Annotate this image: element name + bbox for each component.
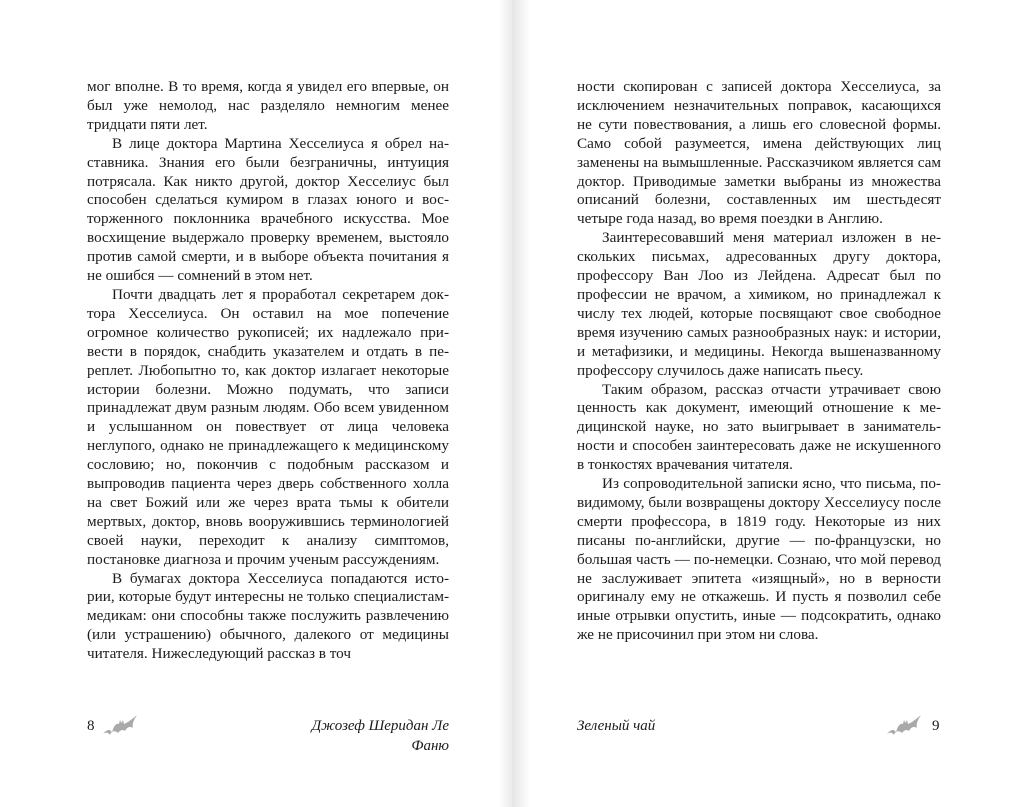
bat-icon <box>102 714 138 736</box>
right-page <box>512 0 1025 807</box>
left-paragraph-3: Почти двадцать лет я проработал секретарем доктора Хесселиуса. Он оставил на мое попечение огромное количество рукописей; их надлежало привести в порядок, снабдить указателем и отдать в переплет. Любопытно то, как доктор излагает некоторые истории болезни. Можно подумать, что записи принадлежат двум разным людям. Обо всем увиденном и услышанном он повествует от лица человека неглупого, однако не принадлежащего к медицинскому сословию; но, покончив с подобным рассказом и выпроводив пациента через дверь собственного холла на свет Божий или же через врата тьмы к обители мертвых, доктор, вновь вооружившись терминологией своей науки, переходит к анализу симптомов, постановке диагноза и прочим ученым рассуждениям. <box>87 285 449 568</box>
left-page <box>0 0 512 807</box>
left-paragraph-4: В бумагах доктора Хесселиуса попадаются истории, которые будут интересны не только специалистам-медикам: они способны также послужить развлечению (или устрашению) обычного, далекого от медицины читателя. Нижеследующий рассказ в точ <box>87 569 449 663</box>
gutter-shadow-left <box>498 0 512 807</box>
right-paragraph-2: Заинтересовавший меня материал изложен в нескольких письмах, адресованных другу доктора, профессору Ван Лоо из Лейдена. Адресат был по профессии не врачом, а химиком, но принадлежал к числу тех людей, которые посвящают свое свободное время изучению самых разнообразных наук: и истории, и метафизики, и медицины. Некогда вышеназванному профессору случилось даже написать пьесу. <box>577 229 941 379</box>
running-head-left: Джозеф Шеридан Ле Фаню <box>311 718 449 754</box>
right-page-text <box>577 78 941 645</box>
right-paragraph-3: Таким образом, рассказ отчасти утрачивает свою ценность как документ, имеющий отношение к медицинской науке, но зато выигрывает в занимательности и способен заинтересовать даже не искушенного в тонкостях врачевания читателя. <box>577 380 941 474</box>
right-paragraph-1: ности скопирован с записей доктора Хесселиуса, за исключением незначительных поправок, касающихся не сути повествования, а лишь его словесной формы. Само собой разумеется, имена действующих лиц заменены на вымышленные. Рассказчиком является сам доктор. Приводимые заметки выбраны из множества описаний болезни, составленных им шестьдесят четыре года назад, во время поездки в Англию. <box>577 78 941 228</box>
gutter-shadow-right <box>512 0 530 807</box>
right-paragraph-4: Из сопроводительной записки ясно, что письма, по-видимому, были возвращены доктору Хесселиусу после смерти профессора, в 1819 году. Некоторые из них писаны по-английски, другие — по-французски, но большая часть — по-немецки. Сознаю, что мой перевод не заслуживает эпитета «изящный», но в верности оригиналу ему не откажешь. И пусть я позволил себе иные отрывки опустить, иные — подсократить, однако же не присочинил при этом ни слова. <box>577 475 941 644</box>
left-page-text <box>87 78 449 664</box>
running-head-right: Зеленый чай <box>577 718 656 734</box>
left-paragraph-1: мог вполне. В то время, когда я увидел его впервые, он был уже немолод, нас разделяло немногим менее тридцати пяти лет. <box>87 78 449 133</box>
left-paragraph-2: В лице доктора Мартина Хесселиуса я обрел наставника. Знания его были безграничны, интуиция потрясала. Как никто другой, доктор Хесселиус был способен сделаться кумиром в глазах юного и восторженного поклонника врачебного искусства. Мое восхищение выдержало проверку временем, выстояло против самой смерти, и в выборе объекта почитания я не ошибся — сомнений в этом нет. <box>87 134 449 285</box>
page-number-left: 8 <box>87 718 95 734</box>
page-number-right: 9 <box>932 718 940 734</box>
bat-icon <box>886 714 922 736</box>
